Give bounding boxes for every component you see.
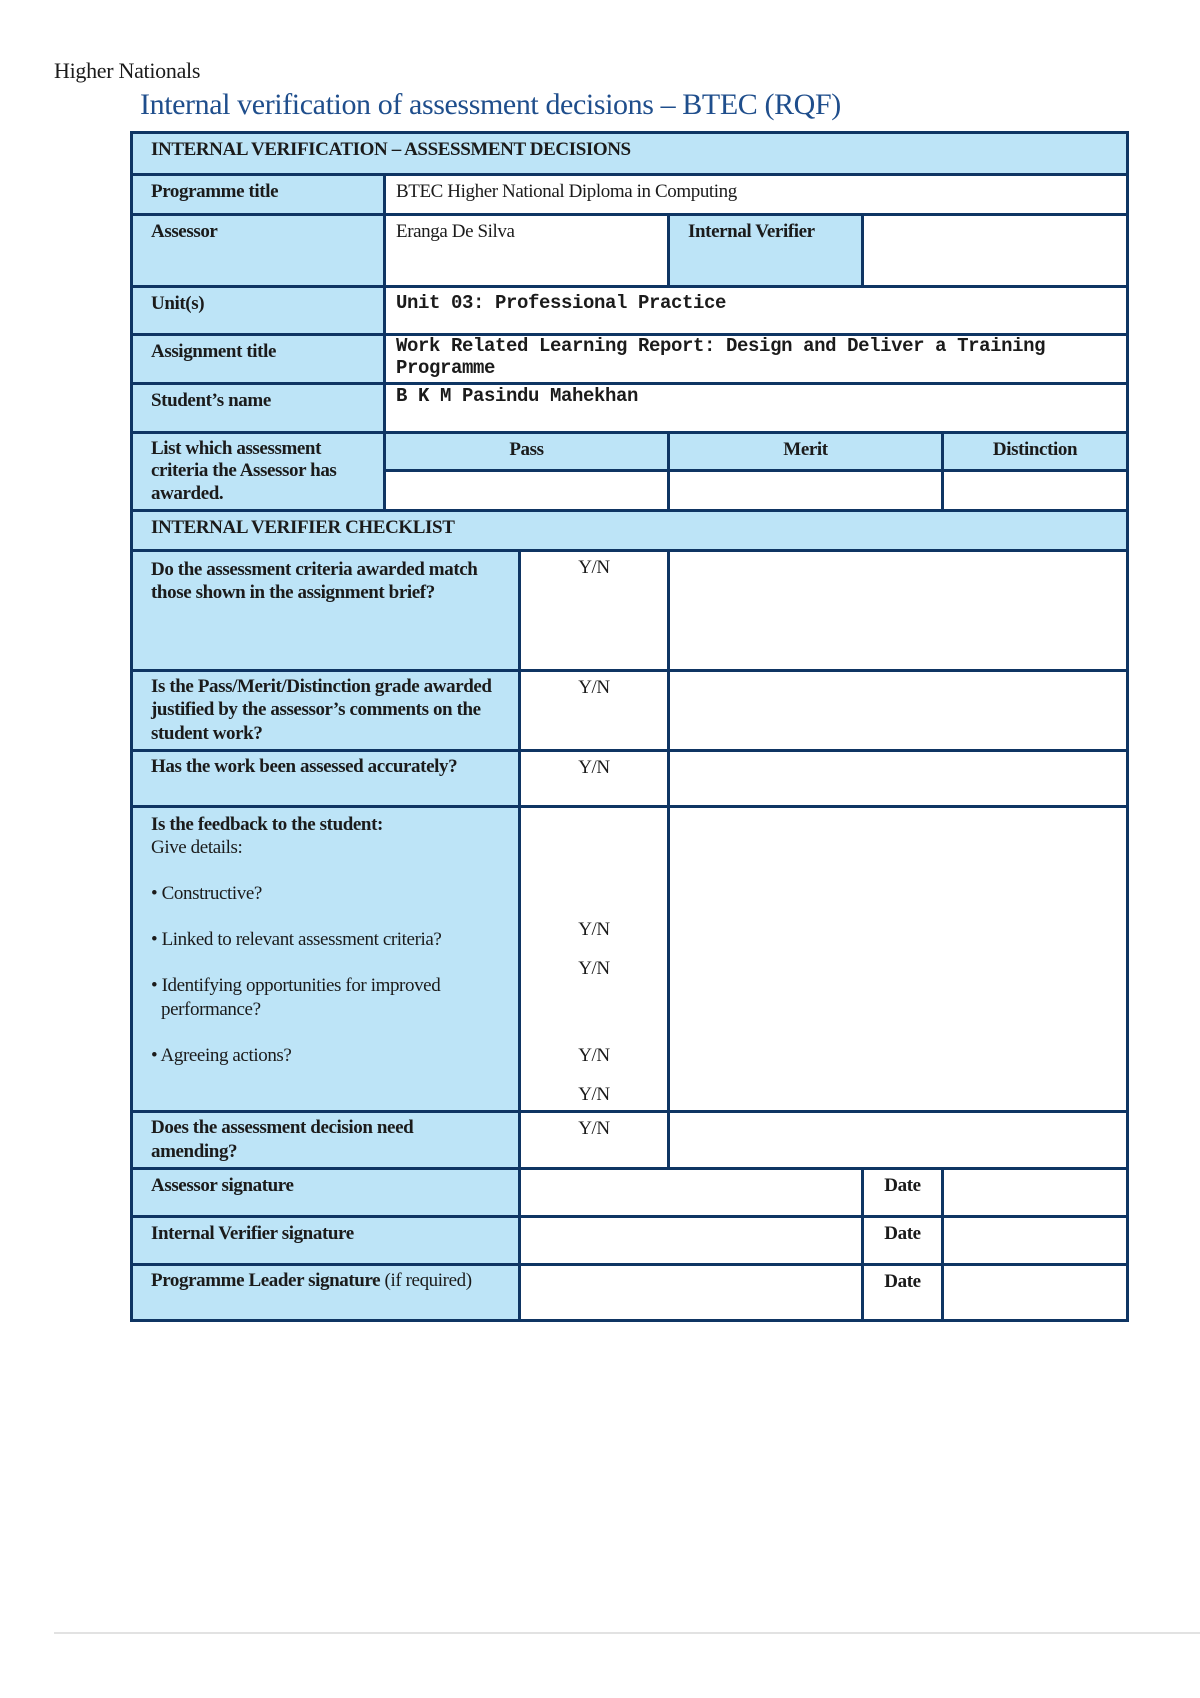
programme-leader-date-label: Date <box>863 1264 943 1320</box>
yn-criteria-match[interactable]: Y/N <box>520 551 669 671</box>
merit-criteria-field[interactable] <box>669 471 943 511</box>
assignment-title-field[interactable]: Work Related Learning Report: Design and Deliver a Training Programme <box>385 335 1128 384</box>
question-assessed-accurately: Has the work been assessed accurately? <box>132 750 520 806</box>
yn-feedback-linked[interactable]: Y/N <box>578 957 610 979</box>
criteria-awarded-label: List which assessment criteria the Assessor has awarded. <box>132 433 385 511</box>
yn-feedback-constructive[interactable]: Y/N <box>578 918 610 940</box>
unit-field[interactable]: Unit 03: Professional Practice <box>385 287 1128 335</box>
assignment-title-label: Assignment title <box>132 335 385 384</box>
internal-verifier-signature-label: Internal Verifier signature <box>132 1216 520 1264</box>
assessor-signature-label: Assessor signature <box>132 1168 520 1216</box>
student-name-field[interactable]: B K M Pasindu Mahekhan <box>385 384 1128 433</box>
question-feedback <box>132 806 520 1112</box>
programme-leader-note: (if required) <box>384 1269 472 1291</box>
comment-decision-amending[interactable] <box>669 1112 1128 1168</box>
programme-title-field[interactable]: BTEC Higher National Diploma in Computing <box>385 175 1128 215</box>
yn-assessed-accurately[interactable]: Y/N <box>520 750 669 806</box>
comment-grade-justified[interactable] <box>669 671 1128 751</box>
verification-form-table <box>130 131 1129 1322</box>
comment-criteria-match[interactable] <box>669 551 1128 671</box>
feedback-item-opportunities: • Identifying opportunities for improved performance? <box>151 975 441 1020</box>
section-title-assessment-decisions: INTERNAL VERIFICATION – ASSESSMENT DECISIONS <box>132 133 1128 175</box>
question-decision-amending: Does the assessment decision need amending? <box>132 1112 520 1168</box>
page-title: Internal verification of assessment decisions – BTEC (RQF) <box>140 88 841 121</box>
programme-leader-signature-label <box>132 1264 520 1320</box>
yn-feedback-opportunities[interactable]: Y/N <box>578 1045 610 1067</box>
programme-leader-date-field[interactable] <box>943 1264 1128 1320</box>
yn-decision-amending[interactable]: Y/N <box>520 1112 669 1168</box>
internal-verifier-signature-field[interactable] <box>520 1216 863 1264</box>
feedback-item-agreeing-actions: • Agreeing actions? <box>151 1044 292 1066</box>
unit-label: Unit(s) <box>132 287 385 335</box>
assessor-date-label: Date <box>863 1168 943 1216</box>
programme-title-label: Programme title <box>132 175 385 215</box>
header-higher-nationals: Higher Nationals <box>54 58 201 83</box>
pass-header: Pass <box>385 433 669 471</box>
internal-verifier-field[interactable] <box>863 215 1128 287</box>
assessor-date-field[interactable] <box>943 1168 1128 1216</box>
distinction-header: Distinction <box>943 433 1128 471</box>
student-name-label: Student’s name <box>132 384 385 433</box>
merit-header: Merit <box>669 433 943 471</box>
internal-verifier-date-label: Date <box>863 1216 943 1264</box>
footer-divider <box>54 1632 1200 1634</box>
programme-leader-signature-text: Programme Leader signature <box>151 1269 381 1291</box>
comment-feedback[interactable] <box>669 806 1128 1112</box>
question-criteria-match: Do the assessment criteria awarded match those shown in the assignment brief? <box>132 551 520 671</box>
internal-verifier-label: Internal Verifier <box>669 215 863 287</box>
question-grade-justified: Is the Pass/Merit/Distinction grade awarded justified by the assessor’s comments on the student work? <box>132 671 520 751</box>
assessor-signature-field[interactable] <box>520 1168 863 1216</box>
section-title-verifier-checklist: INTERNAL VERIFIER CHECKLIST <box>132 511 1128 551</box>
distinction-criteria-field[interactable] <box>943 471 1128 511</box>
yn-feedback-actions[interactable]: Y/N <box>578 1084 610 1106</box>
assessor-label: Assessor <box>132 215 385 287</box>
yn-grade-justified[interactable]: Y/N <box>520 671 669 751</box>
feedback-question-text: Is the feedback to the student: <box>151 813 383 835</box>
feedback-item-constructive: • Constructive? <box>151 883 262 905</box>
yn-feedback-group <box>520 806 669 1112</box>
feedback-give-details: Give details: <box>151 836 243 858</box>
comment-assessed-accurately[interactable] <box>669 750 1128 806</box>
programme-leader-signature-field[interactable] <box>520 1264 863 1320</box>
pass-criteria-field[interactable] <box>385 471 669 511</box>
feedback-item-linked-criteria: • Linked to relevant assessment criteria? <box>151 929 442 951</box>
assessor-field[interactable]: Eranga De Silva <box>385 215 669 287</box>
internal-verifier-date-field[interactable] <box>943 1216 1128 1264</box>
